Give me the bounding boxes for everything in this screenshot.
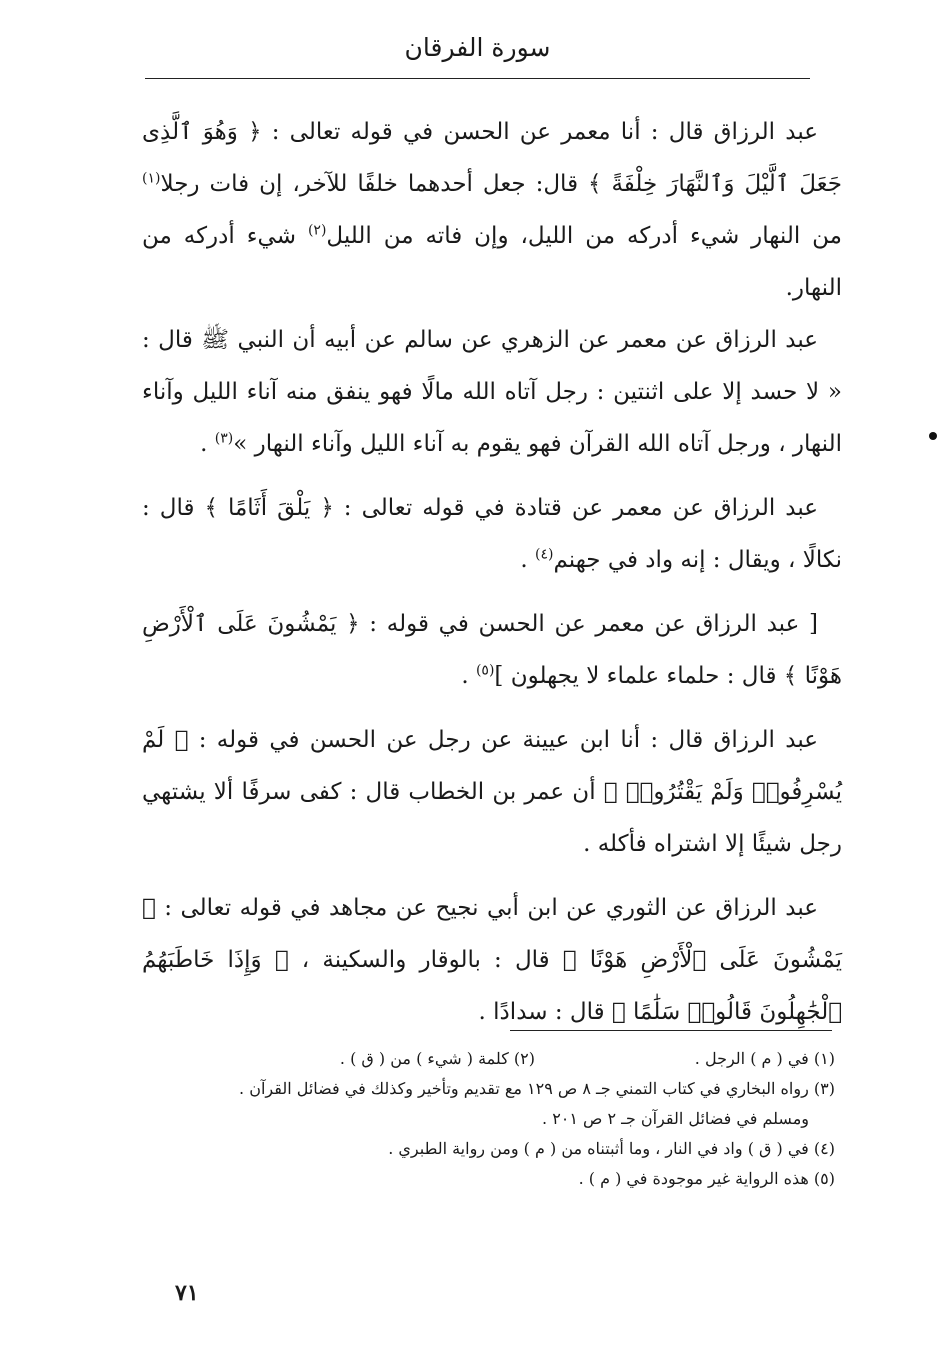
footnotes (145, 1044, 835, 1194)
footnote-3: (٣) رواه البخاري في كتاب التمني جـ ٨ ص ١٢٩ مع تقديم وتأخير وكذلك في فضائل القرآن . (239, 1079, 835, 1098)
footnote-rule (510, 1030, 832, 1031)
paragraph-4-text-a: [ عبد الرزاق عن معمر عن الحسن في قوله : ﴿ يَمْشُونَ عَلَى ٱلْأَرْضِ هَوْنًا ﴾ قال : حلماء علماء لا يجهلون ] (142, 611, 842, 689)
footnote-ref-5: (٥) (475, 662, 495, 679)
margin-dot (929, 432, 937, 440)
paragraph-3 (142, 482, 842, 586)
paragraph-2-text-b: . (200, 431, 215, 457)
footnote-5: (٥) هذه الرواية غير موجودة في ( م ) . (578, 1169, 835, 1188)
footnote-3-continued: ومسلم في فضائل القرآن جـ ٢ ص ٢٠١ . (542, 1109, 809, 1128)
paragraph-4 (142, 598, 842, 702)
paragraph-2 (142, 314, 842, 470)
paragraph-4-text-b: . (461, 663, 476, 689)
paragraph-1-text-c: شيء أدركه من النهار. (142, 223, 842, 301)
footnote-ref-3: (٣) (214, 430, 234, 447)
paragraph-3-text-a: عبد الرزاق عن معمر عن قتادة في قوله تعالى : ﴿ يَلْقَ أَثَامًا ﴾ قال : نكالًا ، ويقال : إنه واد في جهنم (142, 495, 842, 573)
footnote-ref-4: (٤) (534, 546, 554, 563)
footnote-row-1 (145, 1044, 835, 1074)
paragraph-1-text-a: عبد الرزاق قال : أنا معمر عن الحسن في قوله تعالى : ﴿ وَهُوَ ٱلَّذِى جَعَلَ ٱلَّيْلَ وَٱلنَّهَارَ خِلْفَةً ﴾ قال: جعل أحدهما خلفًا للآخر، إن فات رجلا (142, 119, 842, 197)
header-rule (145, 78, 810, 79)
footnote-1: (١) في ( م ) الرجل . (694, 1049, 835, 1068)
running-header: سورة الفرقان (404, 33, 551, 62)
paragraph-1 (142, 106, 842, 314)
footnote-2: (٢) كلمة ( شيء ) من ( ق ) . (339, 1049, 535, 1068)
footnote-ref-2: (٢) (307, 222, 327, 239)
paragraph-5: عبد الرزاق قال : أنا ابن عيينة عن رجل عن الحسن في قوله : ﴿ لَمْ يُسْرِفُوا۟ وَلَمْ يَقْتُرُوا۟ ﴾ أن عمر بن الخطاب قال : كفى سرفًا ألا يشتهي رجل شيئًا إلا اشتراه فأكله . (142, 727, 842, 857)
page-number: ٧١ (175, 1280, 199, 1306)
paragraph-2-text-a: عبد الرزاق عن معمر عن الزهري عن سالم عن أبيه أن النبي ﷺ قال : « لا حسد إلا على اثنتين : رجل آتاه الله مالًا فهو ينفق منه آناء الليل وآناء النهار ، ورجل آتاه الله القرآن فهو يقوم به آناء الليل وآناء النهار » (142, 327, 842, 457)
footnote-4: (٤) في ( ق ) واد في النار ، وما أثبتناه من ( م ) ومن رواية الطبري . (388, 1139, 835, 1158)
paragraph-6: عبد الرزاق عن الثوري عن ابن أبي نجيح عن مجاهد في قوله تعالى : ﴿ يَمْشُونَ عَلَى ٱلْأَرْضِ هَوْنًا ﴾ قال : بالوقار والسكينة ، ﴿ وَإِذَا خَاطَبَهُمُ ٱلْجَٰهِلُونَ قَالُوا۟ سَلَٰمًا ﴾ قال : سدادًا . (142, 895, 842, 1025)
paragraph-1-text-b: من النهار شيء أدركه من الليل، وإن فاته من الليل (326, 223, 842, 249)
paragraph-3-text-b: . (520, 547, 535, 573)
body-text (142, 106, 842, 1038)
footnote-ref-1: (١) (142, 170, 161, 187)
